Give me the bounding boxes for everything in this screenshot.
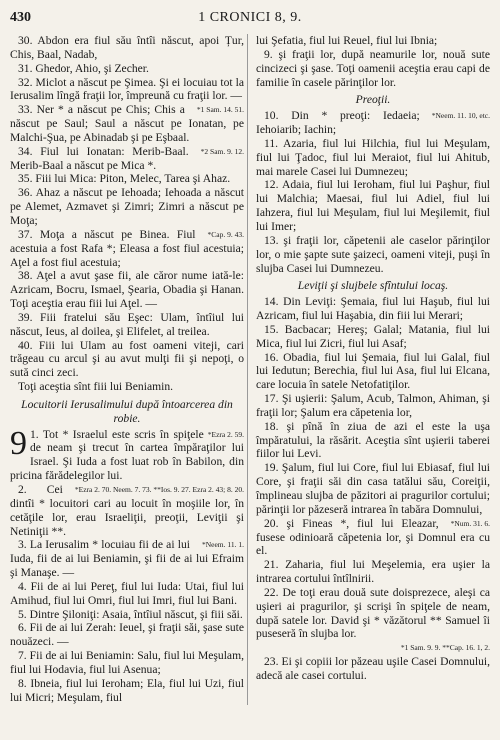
left-column — [10, 34, 248, 705]
verse-text: lui Şefatia, fiul lui Reuel, fiul lui Ibnia; — [256, 34, 438, 47]
verse — [10, 228, 244, 270]
verse-text: 40. Fiii lui Ulam au fost oameni viteji, cari trăgeau cu arcul şi au avut mulţi fii şi nepoţi, o sută cinci zeci. — [10, 338, 244, 380]
verse — [10, 649, 244, 677]
verse-list-left — [10, 34, 244, 394]
verse — [10, 311, 244, 339]
verse-text: 30. Abdon era fiul său întîi născut, apoi Țur, Chis, Baal, Nadab, — [10, 34, 244, 61]
page-header — [10, 10, 490, 30]
verse-list-right — [256, 34, 490, 89]
verse — [10, 172, 244, 186]
verse-text: Toţi aceştia sînt fiii lui Beniamin. — [18, 380, 174, 394]
section-heading: Locuitorii Ierusalimului după întoarcerea din robie. — [21, 397, 233, 425]
verse-text: 38. Aţel a avut şase fii, ale căror nume iată-le: Azricam, Bocru, Ismael, Şearia, Obadia şi Hanan. Toţi aceştia erau fiii lui Aţel. — — [10, 269, 244, 311]
cross-reference: *Ezra 2. 59. — [207, 429, 244, 439]
verse — [10, 339, 244, 381]
verse-text: 20. şi Fineas *, fiul lui Eleazar, fusese odinioară căpetenia lor, şi Domnul era cu el. — [256, 516, 490, 558]
verse — [256, 109, 490, 137]
verse — [256, 392, 490, 420]
verse-text: 7. Fii de ai lui Beniamin: Salu, fiul lui Meşulam, fiul lui Hodavia, fiul lui Asenua; — [10, 649, 244, 676]
verse — [256, 655, 490, 683]
verse-text: 11. Azaria, fiul lui Hilchia, fiul lui Meşulam, fiul lui Ţadoc, fiul lui Meraiot, fiul lui Ahitub, mai marele Casei lui Dumnezeu; — [256, 136, 490, 178]
verse — [10, 34, 244, 62]
verse-text: 35. Fiii lui Mica: Piton, Melec, Tarea şi Ahaz. — [18, 172, 231, 186]
cross-reference: *Neem. 11. 1. — [201, 540, 244, 550]
verse-text: 6. Fii de ai lui Zerah: Ieuel, şi fraţii săi, şase sute nouăzeci. — — [10, 621, 244, 649]
verse — [10, 424, 244, 483]
verse-text: 14. Din Leviţi: Şemaia, fiul lui Haşub, fiul lui Azricam, fiul lui Haşabia, din fiii lui Merari; — [256, 295, 490, 323]
verse-text: 21. Zaharia, fiul lui Meşelemia, era uşier la intrarea cortului întîlnirii. — [256, 558, 490, 586]
verse-text: 16. Obadia, fiul lui Şemaia, fiul lui Galal, fiul lui Iedutun; Berechia, fiul lui Asa, fiul lui Elcana, care locuia în satele Netofatiţilor. — [256, 350, 490, 392]
verse — [256, 48, 490, 90]
verse — [256, 234, 490, 276]
verse-text: 1. Tot * Israelul este scris în spiţele de neam şi trecut în cartea împăraţilor lui Israel. Şi Iuda a fost luat rob în Babilon, din pricina fărădelegilor lui. — [10, 427, 244, 483]
verse-text: 34. Fiul lui Ionatan: Merib-Baal. Merib-Baal a născut pe Mica *. — [10, 144, 189, 172]
section-heading-levites: Leviţii şi slujbele sfîntului locaş. — [297, 279, 449, 293]
verse — [10, 186, 244, 228]
verse-text: 5. Dintre Şiloniţi: Asaia, întîiul născut, şi fiii săi. — [18, 607, 243, 621]
verse — [256, 420, 490, 462]
verse-list-left-chapter9 — [10, 424, 244, 705]
verse — [10, 580, 244, 608]
verse-text: 9. şi fraţii lor, după neamurile lor, nouă sute cincizeci şi şase. Toţi oamenii aceştia erau capi de familie în casele părinţilor lor. — [256, 47, 490, 89]
verse — [256, 137, 490, 179]
footnote-reference: *1 Sam. 9. 9. **Cap. 16. 1, 2. — [400, 643, 490, 653]
verse — [10, 103, 244, 145]
verse — [256, 295, 490, 323]
verse-text: 39. Fiii fratelui său Eşec: Ulam, întîiul lui născut, Ieus, al doilea, şi Elifelet, al treilea. — [10, 310, 244, 338]
verse-text: 12. Adaia, fiul lui Ieroham, fiul lui Paşhur, fiul lui Malchia; Maesai, fiul lui Adiel, fiul lui Iahzera, fiul lui Meşulam, fiul lui Meşilemit, fiul lui Imer; — [256, 178, 490, 233]
verse-list-right-end — [256, 655, 490, 683]
verse-text: 2. Cei dintîi * locuitori cari au locuit în moşiile lor, în cetăţile lor, erau Israeliţii, preoţii, Leviţii şi Netiniţii **. — [10, 483, 244, 538]
verse-text: 17. Şi uşierii: Şalum, Acub, Talmon, Ahiman, şi fraţii lor; Şalum era căpetenia lor, — [256, 392, 490, 419]
verse — [256, 517, 490, 559]
verse — [10, 62, 244, 76]
verse-text: 23. Ei şi copiii lor păzeau uşile Casei Domnului, adecă ale casei cortului. — [256, 655, 490, 682]
verse-text: 8. Ibneia, fiul lui Ieroham; Ela, fiul lui Uzi, fiul lui Micri; Meşulam, fiul — [10, 676, 244, 704]
verse-text: 10. Din * preoţi: Iedaeia; Iehoiarib; Iachin; — [256, 109, 420, 137]
verse — [10, 76, 244, 104]
verse-text: 19. Şalum, fiul lui Core, fiul lui Ebiasaf, fiul lui Core, şi fraţii săi din casa tatălui său, Coreiţii, împlineau slujba de păzitori ai pragurilor cortului; părinţii lor păzeseră intrarea în tabăra Domnului, — [256, 461, 490, 516]
verse-text: 37. Moţa a născut pe Binea. Fiul acestuia a fost Rafa *; Eleasa a fost fiul acestuia; Aţel a fost fiul acestuia; — [10, 227, 244, 269]
cross-reference: *Cap. 9. 43. — [207, 229, 244, 239]
verse — [10, 608, 244, 622]
cross-reference: *2 Sam. 9. 12. — [200, 146, 244, 156]
verse — [256, 558, 490, 586]
verse-text: 3. La Ierusalim * locuiau fii de ai lui Iuda, fii de ai lui Beniamin, şi fii de ai lui Efraim şi Manaşe. — — [10, 538, 244, 580]
verse-text: 13. şi fraţii lor, căpetenii ale caselor părinţilor lor, o mie şapte sute şaizeci, oameni viteji, puşi în slujba Casei lui Dumnezeu. — [256, 233, 490, 275]
verse — [10, 677, 244, 705]
verse — [256, 586, 490, 641]
page-number: 430 — [10, 10, 31, 25]
verse — [10, 145, 244, 173]
right-column — [256, 34, 490, 705]
verse-text: 18. şi pînă în ziua de azi el este la uşa împăratului, la răsărit. Aceştia sînt uşierii taberei fiilor lui Levi. — [256, 419, 490, 461]
verse — [10, 621, 244, 649]
verse-list-levites — [256, 295, 490, 641]
verse — [10, 538, 244, 580]
verse-text: 32. Miclot a născut pe Şimea. Şi ei locuiau tot la Ierusalim lîngă fraţii lor, împreună cu fraţii lor. — — [10, 75, 244, 103]
verse-text: 22. De toţi erau două sute doisprezece, aleşi ca uşieri ai pragurilor, şi scrişi în spiţele de neam, după satele lor. David şi * văzătorul ** Samuel îi puseseră în slujba lor. — [256, 585, 490, 641]
verse-text: 4. Fii de ai lui Pereţ, fiul lui Iuda: Utai, fiul lui Amihud, fiul lui Omri, fiul lui Imri, fiul lui Bani. — [10, 579, 244, 607]
cross-reference: *Num. 31. 6. — [450, 518, 490, 528]
verse-list-priests — [256, 109, 490, 275]
text-columns — [10, 34, 490, 705]
running-title: 1 CRONICI 8, 9. — [198, 10, 302, 25]
cross-reference: *Neem. 11. 10, etc. — [431, 111, 490, 121]
cross-reference: *1 Sam. 14. 51. — [196, 105, 244, 115]
verse-text: 36. Ahaz a născut pe Iehoada; Iehoada a născut pe Alemet, Azmavet şi Zimri; Zimri a născut pe Moţa; — [10, 186, 244, 227]
verse — [256, 461, 490, 516]
verse — [10, 380, 244, 394]
section-heading-priests: Preoţii. — [355, 93, 391, 107]
cross-reference: *Ezra 2. 70. Neem. 7. 73. **Ios. 9. 27. Ezra 2. 43; 8. 20. — [74, 485, 244, 494]
verse-text: 15. Bacbacar; Hereş; Galal; Matania, fiul lui Mica, fiul lui Zicri, fiul lui Asaf; — [256, 322, 490, 350]
verse — [10, 269, 244, 311]
chapter-number: 9 — [10, 424, 27, 462]
verse-text: 31. Ghedor, Ahio, şi Zecher. — [18, 61, 149, 75]
verse — [256, 323, 490, 351]
verse — [10, 483, 244, 538]
verse — [256, 351, 490, 393]
verse-text: 33. Ner * a născut pe Chis; Chis a născut pe Saul; Saul a născut pe Ionatan, pe Malchi-Şua, pe Abinadab şi pe Eşbaal. — [10, 103, 244, 144]
verse — [256, 34, 490, 48]
verse — [256, 178, 490, 233]
